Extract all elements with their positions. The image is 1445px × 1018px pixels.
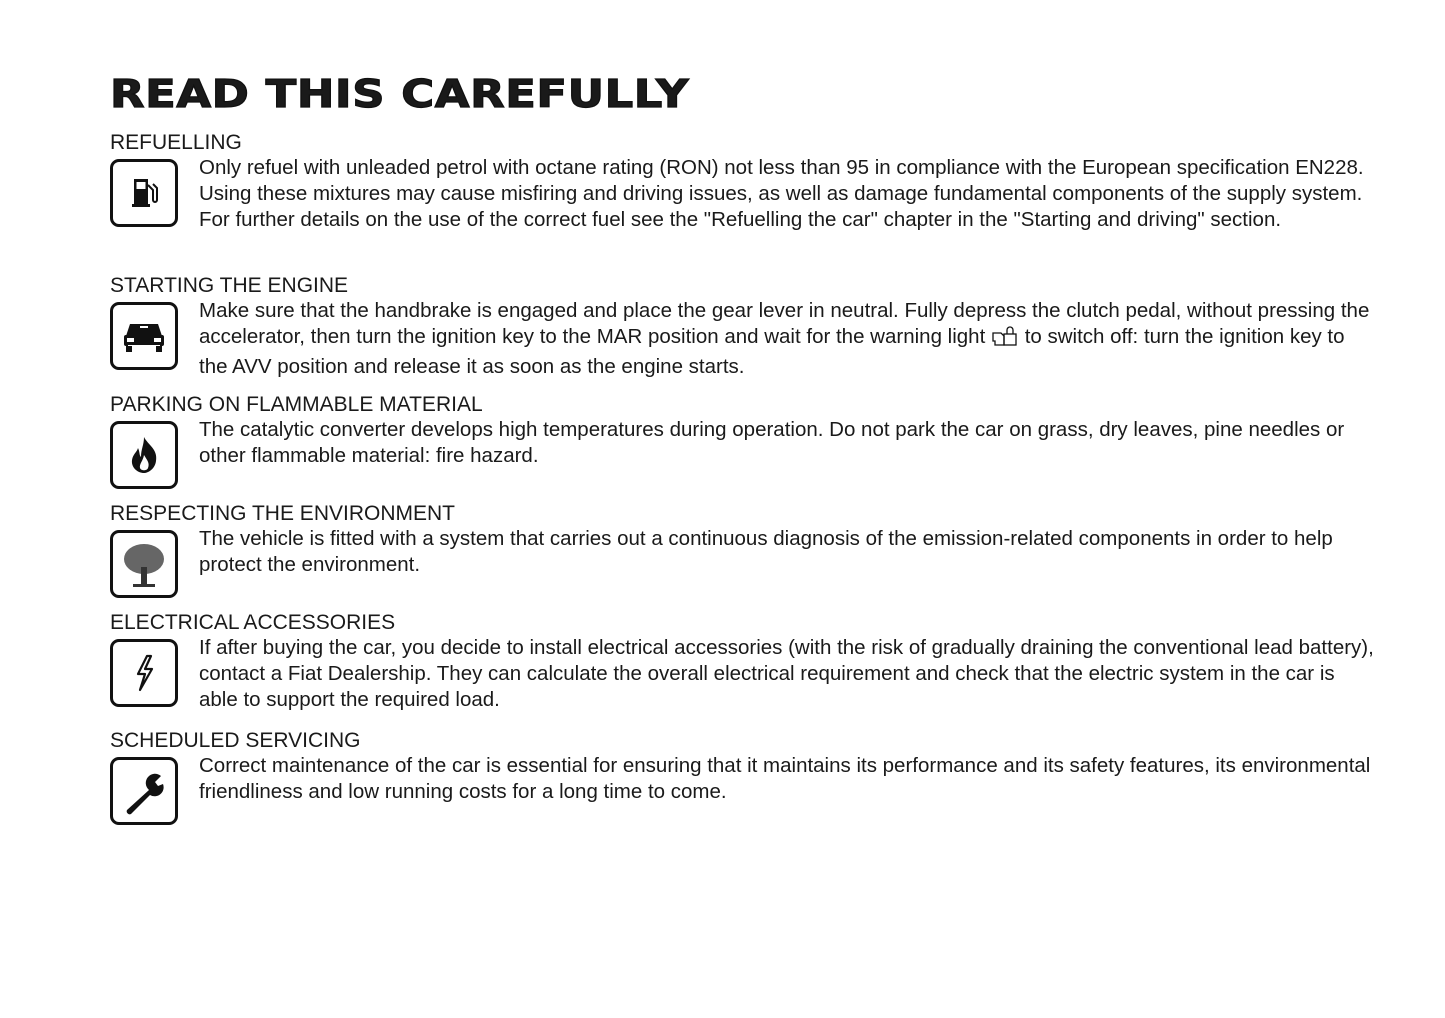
wrench-icon — [110, 757, 178, 825]
section-heading: ELECTRICAL ACCESSORIES — [110, 611, 396, 634]
section-starting-engine — [110, 274, 1375, 380]
paragraph: Only refuel with unleaded petrol with octane rating (RON) not less than 95 in compliance with the European specification EN228. Using these mixtures may cause misfiring and driving issues, as well as damage fundamental components of the supply system. — [199, 156, 1364, 205]
section-heading: SCHEDULED SERVICING — [110, 729, 361, 752]
section-heading: PARKING ON FLAMMABLE MATERIAL — [110, 393, 483, 416]
paragraph-start: Make sure that the handbrake is engaged and place the gear lever in neutral. Fully depress the clutch pedal, without pressing the accelerator, then turn the ignition key to the MAR position and wait for the warning light — [199, 299, 1370, 348]
page-title: READ THIS CAREFULLY — [110, 72, 690, 116]
section-environment — [110, 502, 1375, 578]
paragraph: If after buying the car, you decide to install electrical accessories (with the risk of gradually draining the conventional lead battery), contact a Fiat Dealership. They can calculate the overall electrical requirement and check that the electric system in the car is able to support the required load. — [199, 636, 1374, 711]
paragraph: The vehicle is fitted with a system that carries out a continuous diagnosis of the emission-related components in order to help protect the environment. — [199, 527, 1333, 576]
lightning-icon — [110, 639, 178, 707]
paragraph: For further details on the use of the correct fuel see the "Refuelling the car" chapter in the "Starting and driving" section. — [199, 208, 1282, 231]
fire-icon — [110, 421, 178, 489]
section-heading: RESPECTING THE ENVIRONMENT — [110, 502, 455, 525]
immobilizer-warning-light-icon — [991, 325, 1019, 354]
section-scheduled-servicing — [110, 729, 1375, 805]
paragraph: The catalytic converter develops high temperatures during operation. Do not park the car on grass, dry leaves, pine needles or other flammable material: fire hazard. — [199, 418, 1345, 467]
section-electrical-accessories — [110, 611, 1375, 713]
paragraph: Correct maintenance of the car is essential for ensuring that it maintains its performance and its safety features, its environmental friendliness and low running costs for a long time to come. — [199, 754, 1371, 803]
fuel-pump-icon — [110, 159, 178, 227]
section-heading: REFUELLING — [110, 131, 242, 154]
section-refuelling — [110, 131, 1375, 233]
section-heading: STARTING THE ENGINE — [110, 274, 349, 297]
section-flammable-material — [110, 393, 1375, 469]
tree-icon — [110, 530, 178, 598]
paragraph-end: to switch off: turn the ignition key to the AVV position and release it as soon as the engine starts. — [199, 325, 1345, 378]
car-icon — [110, 302, 178, 370]
